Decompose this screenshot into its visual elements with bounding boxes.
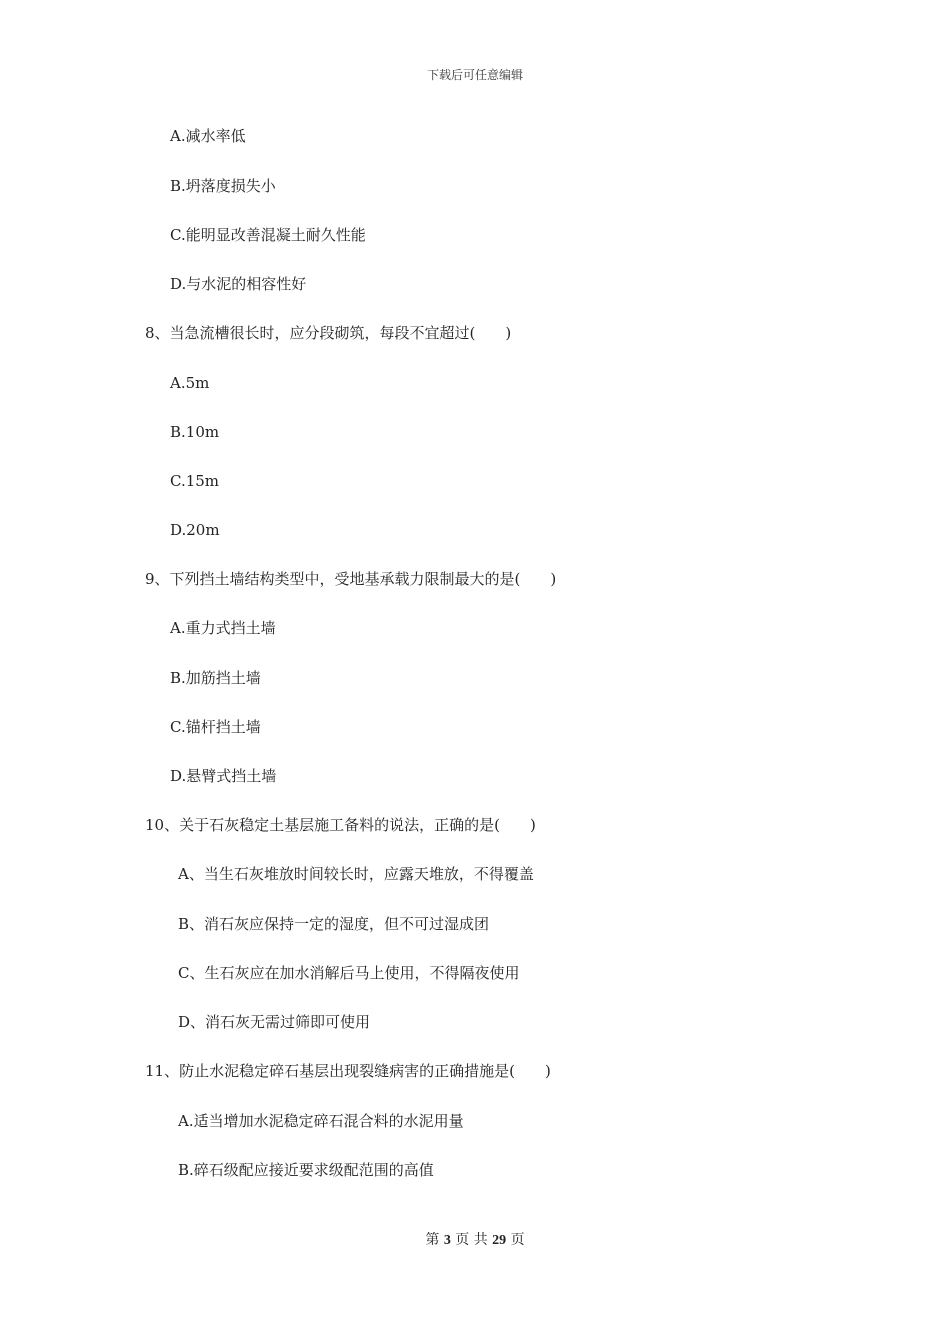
page-header: 下载后可任意编辑 — [426, 68, 523, 82]
footer-suffix: 页 — [510, 1232, 525, 1248]
q10-option-a: A、当生石灰堆放时间较长时，应露天堆放，不得覆盖 — [178, 865, 534, 883]
q8-option-b: B.10m — [170, 423, 220, 441]
q11-option-b: B.碎石级配应接近要求级配范围的高值 — [178, 1161, 434, 1179]
q10-stem: 10、关于石灰稳定土基层施工备料的说法，正确的是( ) — [145, 816, 536, 834]
q11-option-a: A.适当增加水泥稳定碎石混合料的水泥用量 — [178, 1112, 464, 1130]
q10-option-c: C、生石灰应在加水消解后马上使用，不得隔夜使用 — [178, 964, 520, 982]
page-footer — [0, 1229, 950, 1249]
q9-option-c: C.锚杆挡土墙 — [170, 718, 261, 736]
footer-mid: 页 共 — [455, 1232, 488, 1248]
q8-option-a: A.5m — [170, 374, 210, 392]
q9-option-b: B.加筋挡土墙 — [170, 669, 261, 687]
footer-page-number: 3 — [443, 1233, 451, 1248]
q11-stem: 11、防止水泥稳定碎石基层出现裂缝病害的正确措施是( ) — [145, 1062, 551, 1080]
q10-option-b: B、消石灰应保持一定的湿度，但不可过湿成团 — [178, 915, 490, 933]
q8-stem: 8、当急流槽很长时，应分段砌筑，每段不宜超过( ) — [145, 324, 512, 342]
footer-total-pages: 29 — [492, 1233, 507, 1248]
q7-option-d: D.与水泥的相容性好 — [170, 275, 307, 293]
q7-option-b: B.坍落度损失小 — [170, 177, 276, 195]
q9-stem: 9、下列挡土墙结构类型中，受地基承载力限制最大的是( ) — [145, 570, 557, 588]
q9-option-d: D.悬臂式挡土墙 — [170, 767, 277, 785]
q9-option-a: A.重力式挡土墙 — [170, 619, 276, 637]
q8-option-d: D.20m — [170, 521, 220, 539]
q10-option-d: D、消石灰无需过筛即可使用 — [178, 1013, 371, 1031]
q7-option-c: C.能明显改善混凝土耐久性能 — [170, 226, 366, 244]
q8-option-c: C.15m — [170, 472, 220, 490]
q7-option-a: A.减水率低 — [170, 127, 246, 145]
footer-prefix: 第 — [425, 1232, 440, 1248]
